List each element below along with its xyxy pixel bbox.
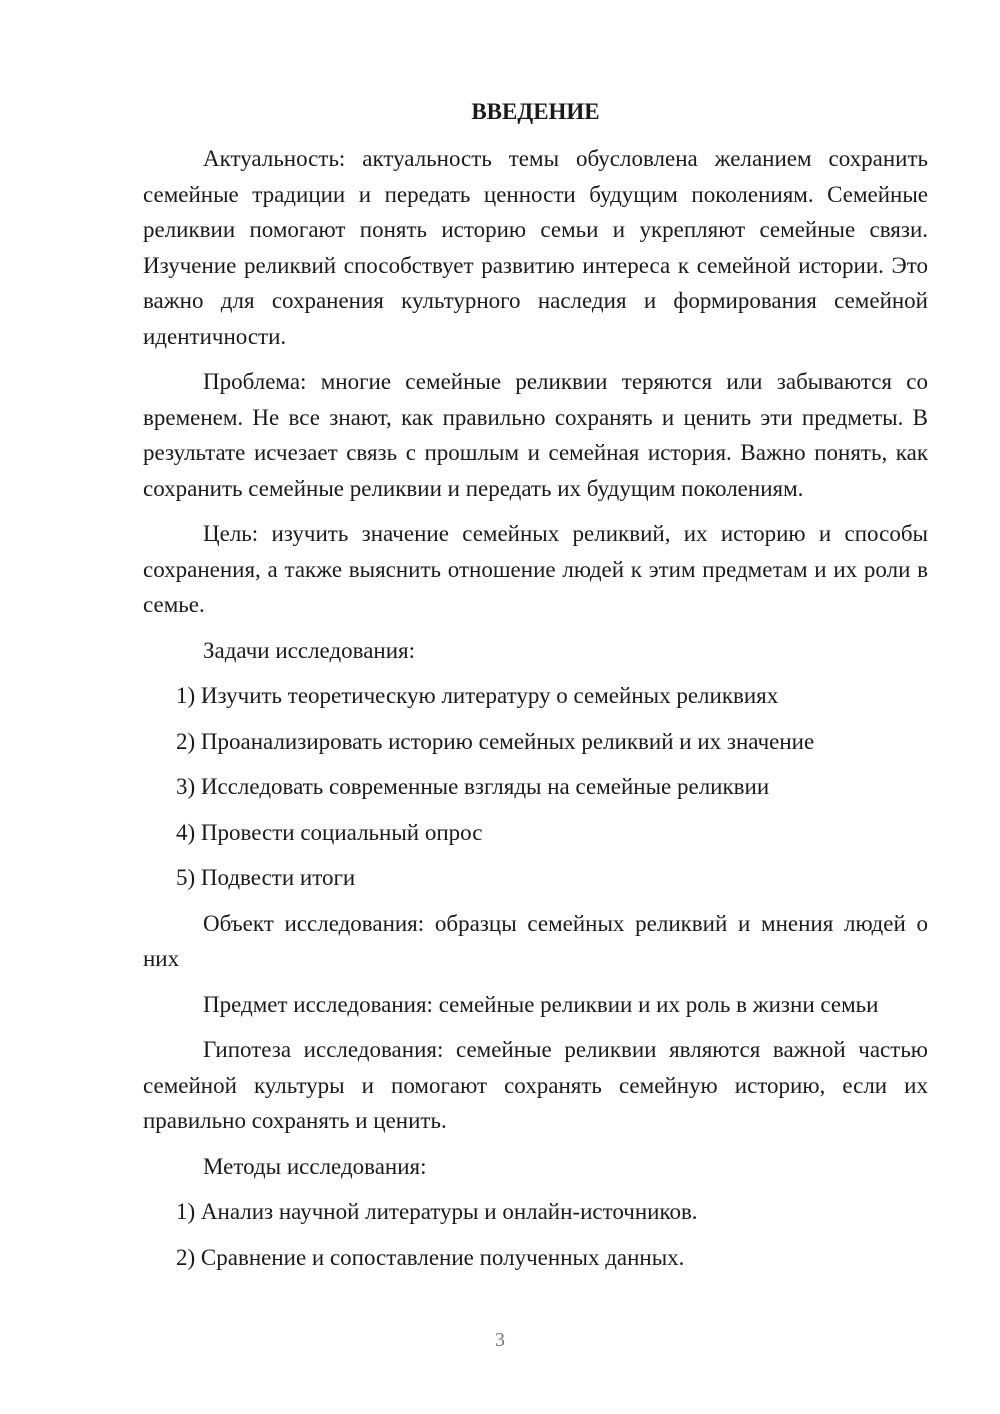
hypothesis-paragraph: Гипотеза исследования: семейные реликвии являются важной частью семейной культуры и помогают сохранять семейную историю, если их правильно сохранять и ценить. [143, 1037, 928, 1133]
task-item-5: 5) Подвести итоги [176, 865, 356, 890]
page-number: 3 [495, 1329, 505, 1351]
page-content [143, 94, 928, 1285]
task-item-2: 2) Проанализировать историю семейных реликвий и их значение [176, 728, 815, 754]
subject-paragraph: Предмет исследования: семейные реликвии и их роль в жизни семьи [203, 991, 879, 1017]
tasks-label: Задачи исследования: [203, 637, 416, 663]
goal-paragraph: Цель: изучить значение семейных реликвий, их историю и способы сохранения, а также выяснить отношение людей к этим предметам и их роли в семье. [143, 521, 928, 617]
methods-label: Методы исследования: [203, 1153, 427, 1179]
relevance-paragraph: Актуальность: актуальность темы обусловлена желанием сохранить семейные традиции и передать ценности будущим поколениям. Семейные реликвии помогают понять историю семьи и укрепляют семейные связи. Изучение реликвий способствует развитию интереса к семейной истории. Это важно для сохранения культурного наследия и формирования семейной идентичности. [143, 146, 928, 349]
object-paragraph: Объект исследования: образцы семейных реликвий и мнения людей о них [143, 910, 928, 971]
task-item-3: 3) Исследовать современные взгляды на семейные реликвии [176, 774, 770, 799]
task-item-1: 1) Изучить теоретическую литературу о семейных реликвиях [176, 683, 779, 708]
section-heading: ВВЕДЕНИЕ [471, 99, 600, 124]
method-item-2: 2) Сравнение и сопоставление полученных данных. [176, 1244, 685, 1270]
method-item-1: 1) Анализ научной литературы и онлайн-источников. [176, 1199, 698, 1224]
task-item-4: 4) Провести социальный опрос [176, 819, 483, 845]
problem-paragraph: Проблема: многие семейные реликвии теряются или забываются со временем. Не все знают, как правильно сохранять и ценить эти предметы. В результате исчезает связь с прошлым и семейная история. Важно понять, как сохранить семейные реликвии и передать их будущим поколениям. [143, 369, 928, 501]
